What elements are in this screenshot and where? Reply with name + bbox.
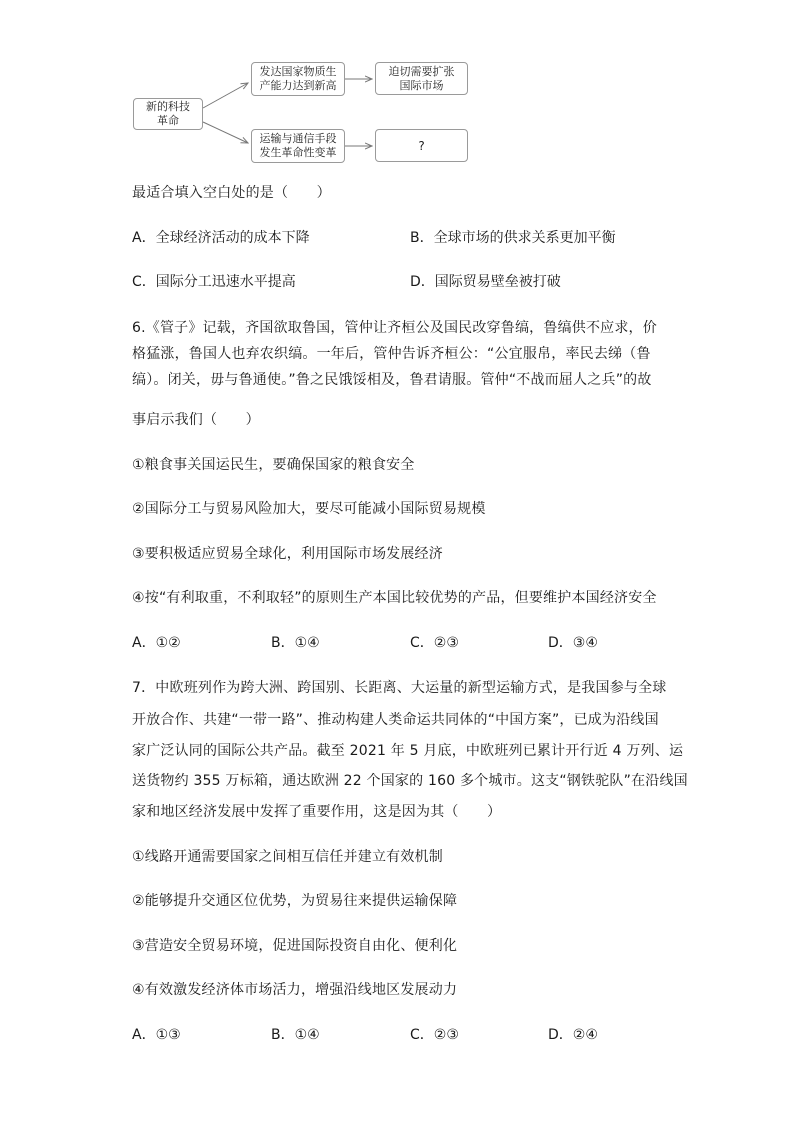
q6-stem-line-3: 缟）。闭关，毋与鲁通使。”鲁之民饿馁相及，鲁君请服。管仲“不战而屈人之兵”的故 <box>132 372 652 388</box>
q5-option-b[interactable]: B．全球市场的供求关系更加平衡 <box>410 230 616 246</box>
flow-diagram <box>0 0 794 175</box>
diagram-box-root: 新的科技 革命 <box>133 98 203 130</box>
q6-statement-2: ②国际分工与贸易风险加大，要尽可能减小国际贸易规模 <box>132 501 486 517</box>
q7-statement-1: ①线路开通需要国家之间相互信任并建立有效机制 <box>132 849 443 865</box>
q6-stem-line-4: 事启示我们（ ） <box>132 412 260 428</box>
diagram-box-mid-bottom: 运输与通信手段 发生革命性变革 <box>251 129 345 163</box>
q7-statement-4: ④有效激发经济体市场活力，增强沿线地区发展动力 <box>132 982 458 998</box>
q6-option-a[interactable]: A．①② <box>132 635 181 651</box>
q5-prompt: 最适合填入空白处的是（ ） <box>132 185 331 201</box>
q7-option-a[interactable]: A．①③ <box>132 1027 181 1043</box>
arrow-root-to-top <box>203 83 248 108</box>
q7-stem-line-3: 家广泛认同的国际公共产品。截至 2021 年 5 月底，中欧班列已累计开行近 4 万列、运 <box>132 743 684 759</box>
q6-option-c[interactable]: C．②③ <box>410 635 459 651</box>
q7-statement-2: ②能够提升交通区位优势，为贸易往来提供运输保障 <box>132 893 458 909</box>
q7-stem-line-1: 7．中欧班列作为跨大洲、跨国别、长距离、大运量的新型运输方式，是我国参与全球 <box>132 680 667 696</box>
q7-option-d[interactable]: D．②④ <box>548 1027 598 1043</box>
q7-stem-line-5: 家和地区经济发展中发挥了重要作用，这是因为其（ ） <box>132 804 502 820</box>
q7-stem-line-2: 开放合作、共建“一带一路”、推动构建人类命运共同体的“中国方案”，已成为沿线国 <box>132 712 659 728</box>
q7-option-c[interactable]: C．②③ <box>410 1027 459 1043</box>
q7-statement-3: ③营造安全贸易环境，促进国际投资自由化、便利化 <box>132 938 458 954</box>
diagram-box-right-top: 迫切需要扩张 国际市场 <box>375 62 468 95</box>
q7-option-b[interactable]: B．①④ <box>271 1027 320 1043</box>
q6-statement-1: ①粮食事关国运民生，要确保国家的粮食安全 <box>132 457 415 473</box>
q6-stem-line-2: 格猛涨，鲁国人也弃农织缟。一年后，管仲告诉齐桓公：“公宜服帛，率民去绨（鲁 <box>132 346 651 362</box>
q5-option-a[interactable]: A．全球经济活动的成本下降 <box>132 230 310 246</box>
q6-option-b[interactable]: B．①④ <box>271 635 320 651</box>
q6-stem-line-1: 6.《管子》记载，齐国欲取鲁国，管仲让齐桓公及国民改穿鲁缟，鲁缟供不应求，价 <box>132 320 657 336</box>
q6-statement-3: ③要积极适应贸易全球化，利用国际市场发展经济 <box>132 546 443 562</box>
diagram-box-blank: ? <box>375 129 468 162</box>
q7-stem-line-4: 送货物约 355 万标箱，通达欧洲 22 个国家的 160 多个城市。这支“钢铁驼队”在沿线国 <box>132 773 688 789</box>
arrow-root-to-bottom <box>203 122 248 143</box>
q6-option-d[interactable]: D．③④ <box>548 635 598 651</box>
q5-option-d[interactable]: D．国际贸易壁垒被打破 <box>410 274 561 290</box>
q5-option-c[interactable]: C．国际分工迅速水平提高 <box>132 274 296 290</box>
diagram-box-mid-top: 发达国家物质生 产能力达到新高 <box>251 62 345 96</box>
q6-statement-4: ④按“有利取重，不利取轻”的原则生产本国比较优势的产品，但要维护本国经济安全 <box>132 590 657 606</box>
